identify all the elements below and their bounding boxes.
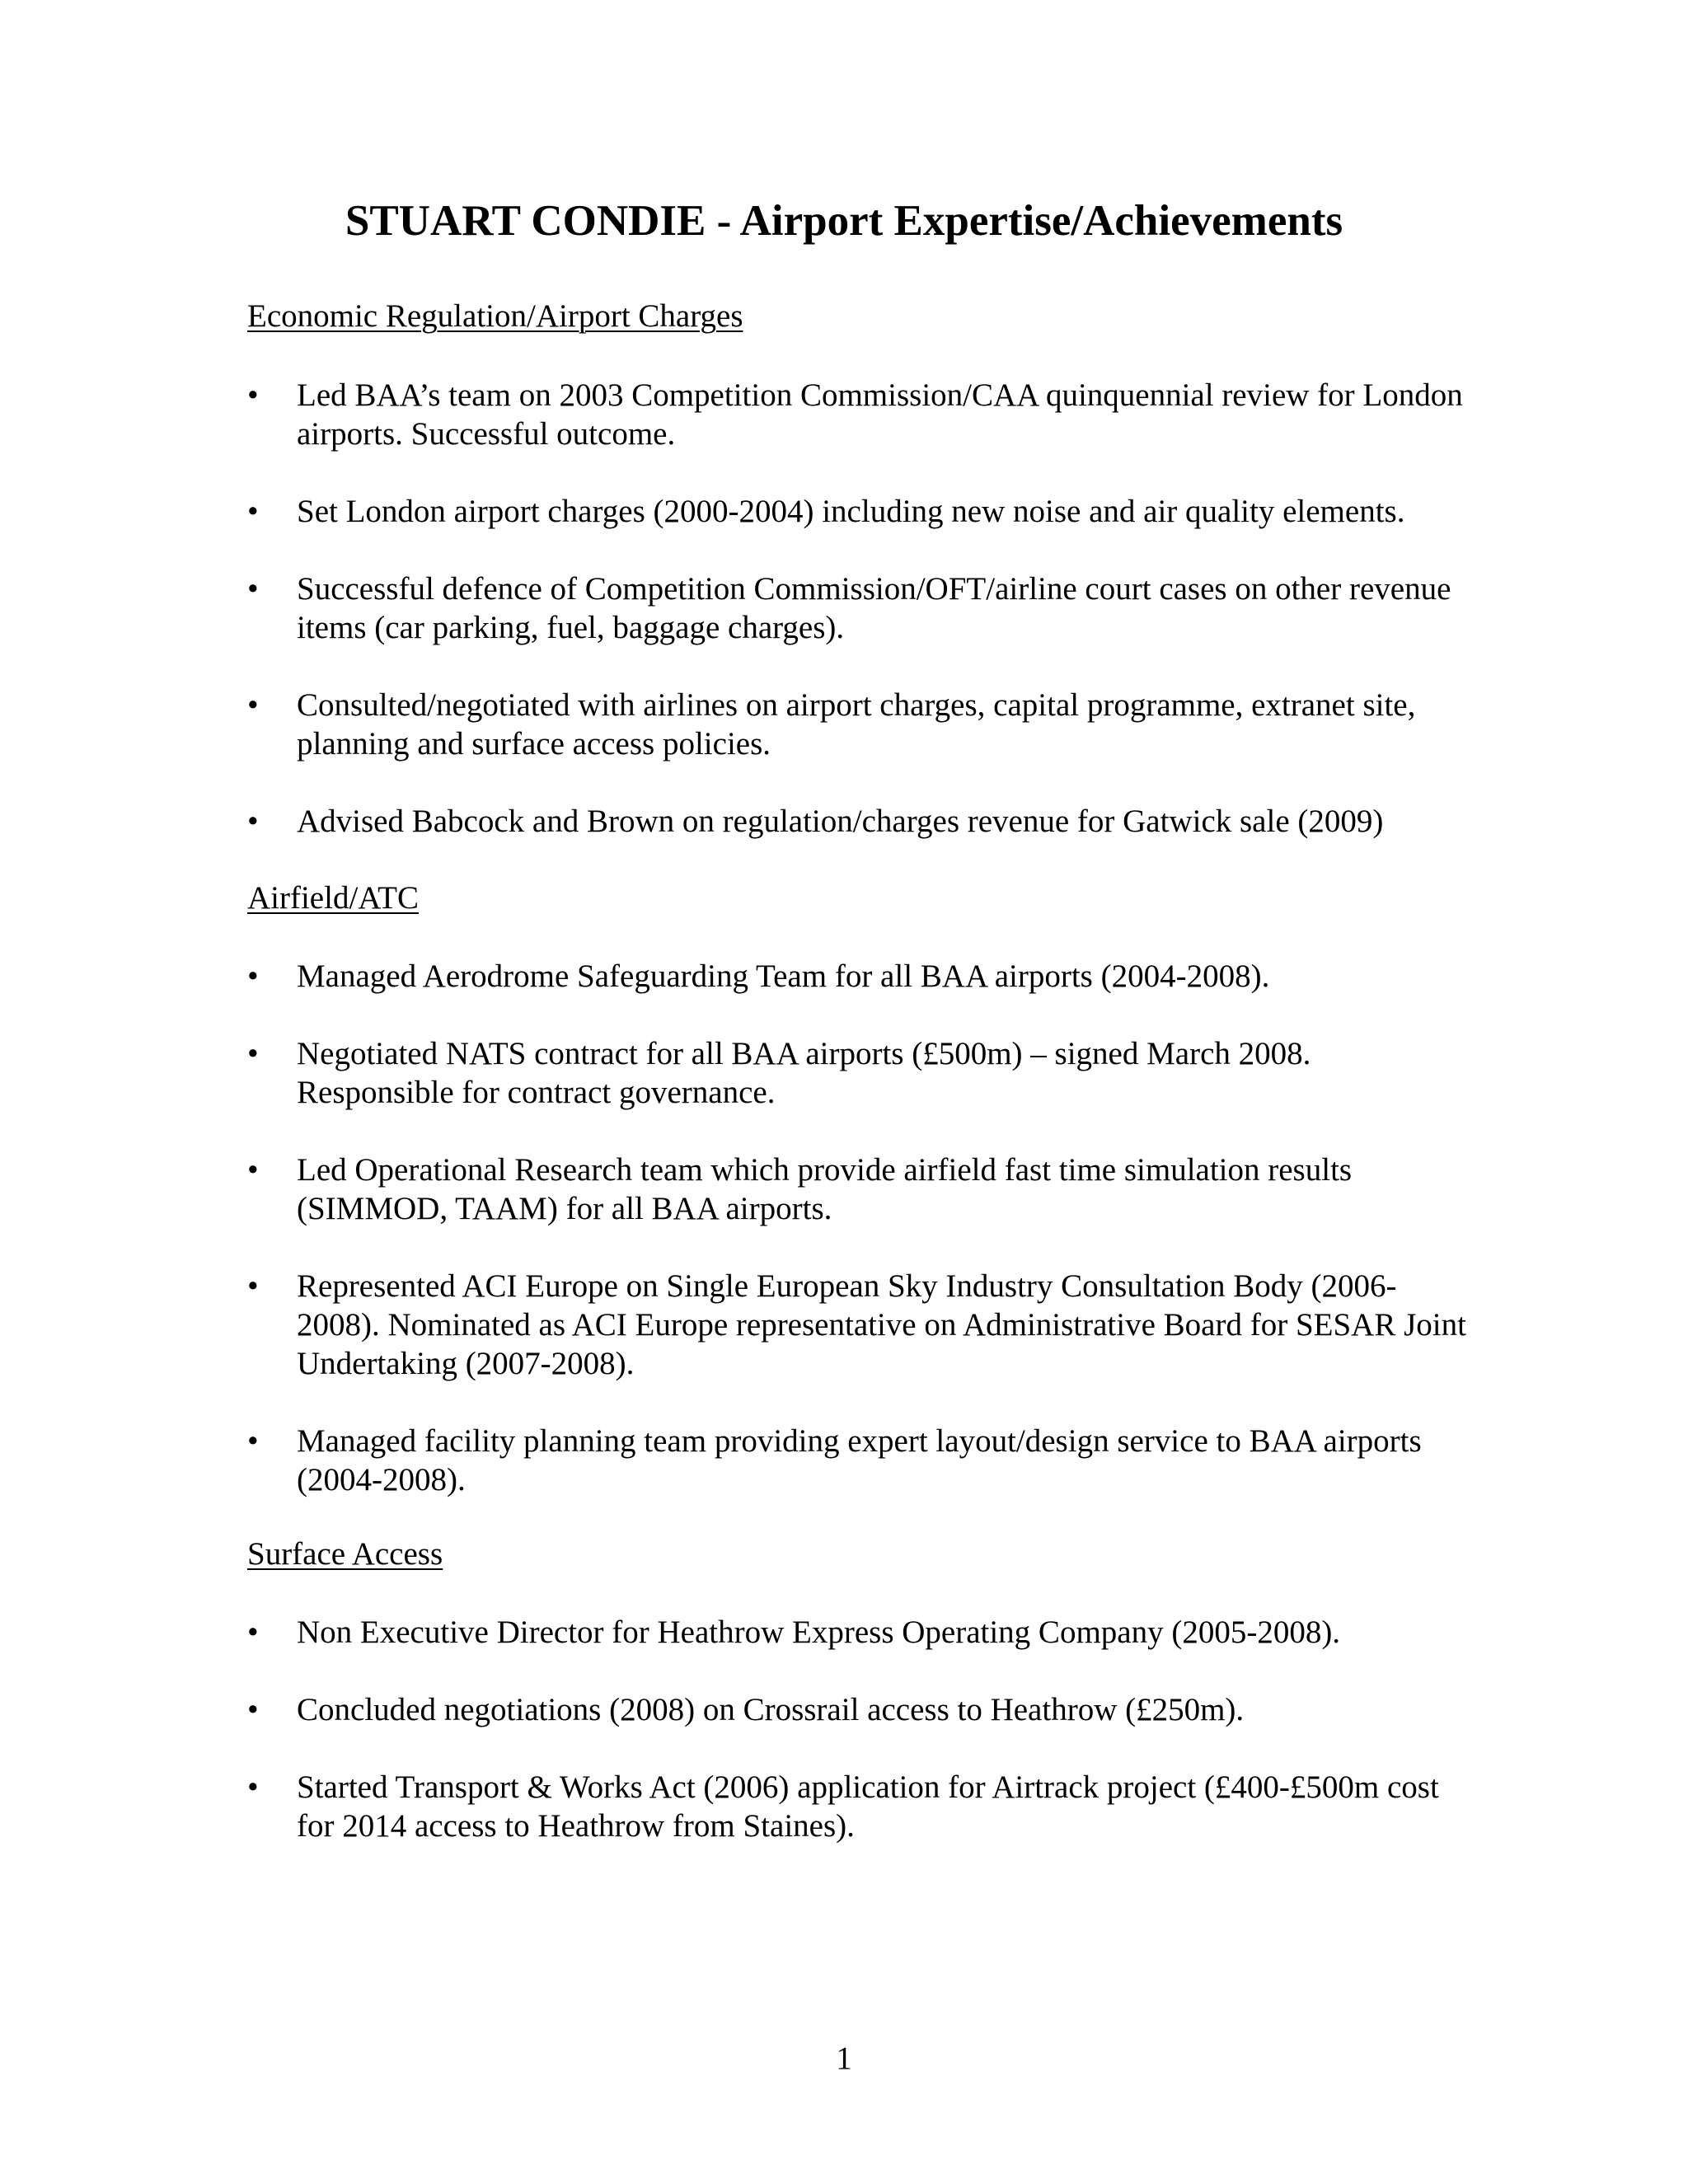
bullet-icon: • <box>247 377 259 413</box>
list-item-text: Advised Babcock and Brown on regulation/charges revenue for Gatwick sale (2009) <box>297 804 1384 839</box>
list-item-text: Led Operational Research team which provide airfield fast time simulation results (SIMMOD, TAAM) for all BAA airports. <box>297 1152 1353 1226</box>
list-item <box>247 569 1467 647</box>
list-item <box>247 802 1467 841</box>
list-item <box>247 957 1467 996</box>
list-item-text: Represented ACI Europe on Single European Sky Industry Consultation Body (2006-2008). Nominated as ACI Europe representative on Administrative Board for SESAR Joint Undertaking (2007-2008). <box>297 1268 1466 1381</box>
list-item <box>247 1690 1467 1729</box>
bullet-icon: • <box>247 1268 259 1304</box>
list-item <box>247 376 1467 453</box>
list-item <box>247 492 1467 531</box>
bullet-icon: • <box>247 1769 259 1805</box>
bullet-icon: • <box>247 1036 259 1071</box>
list-item-text: Set London airport charges (2000-2004) including new noise and air quality elements. <box>297 494 1405 529</box>
bullet-icon: • <box>247 687 259 723</box>
section-heading-airfield-atc: Airfield/ATC <box>247 880 419 916</box>
bullet-icon: • <box>247 804 259 839</box>
list-item <box>247 1267 1467 1383</box>
list-item-text: Concluded negotiations (2008) on Crossrail access to Heathrow (£250m). <box>297 1692 1245 1727</box>
list-item-text: Managed facility planning team providing expert layout/design service to BAA airports (2004-2008). <box>297 1423 1422 1497</box>
section-heading-surface-access: Surface Access <box>247 1536 443 1572</box>
list-item-text: Successful defence of Competition Commission/OFT/airline court cases on other revenue items (car parking, fuel, baggage charges). <box>297 571 1451 645</box>
list-item-text: Led BAA’s team on 2003 Competition Commission/CAA quinquennial review for London airports. Successful outcome. <box>297 377 1463 452</box>
list-item-text: Managed Aerodrome Safeguarding Team for all BAA airports (2004-2008). <box>297 958 1270 994</box>
list-item <box>247 1034 1467 1112</box>
list-item-text: Negotiated NATS contract for all BAA airports (£500m) – signed March 2008. Responsible for contract governance. <box>297 1036 1311 1110</box>
list-item-text: Started Transport & Works Act (2006) application for Airtrack project (£400-£500m cost for 2014 access to Heathrow from Staines). <box>297 1769 1439 1844</box>
list-item <box>247 1151 1467 1228</box>
list-item <box>247 1422 1467 1499</box>
section-heading-economic-regulation: Economic Regulation/Airport Charges <box>247 298 743 334</box>
page-number: 1 <box>836 2041 852 2076</box>
list-item-text: Consulted/negotiated with airlines on airport charges, capital programme, extranet site, planning and surface access policies. <box>297 687 1416 762</box>
bullet-icon: • <box>247 1152 259 1188</box>
bullet-icon: • <box>247 571 259 607</box>
bullet-icon: • <box>247 1692 259 1727</box>
list-item <box>247 1768 1467 1845</box>
bullet-icon: • <box>247 1615 259 1650</box>
bullet-icon: • <box>247 494 259 529</box>
list-item-text: Non Executive Director for Heathrow Express Operating Company (2005-2008). <box>297 1615 1341 1650</box>
bullet-icon: • <box>247 958 259 994</box>
page-title: STUART CONDIE - Airport Expertise/Achievements <box>345 197 1343 245</box>
bullet-icon: • <box>247 1423 259 1459</box>
list-item <box>247 1613 1467 1652</box>
list-item <box>247 686 1467 763</box>
